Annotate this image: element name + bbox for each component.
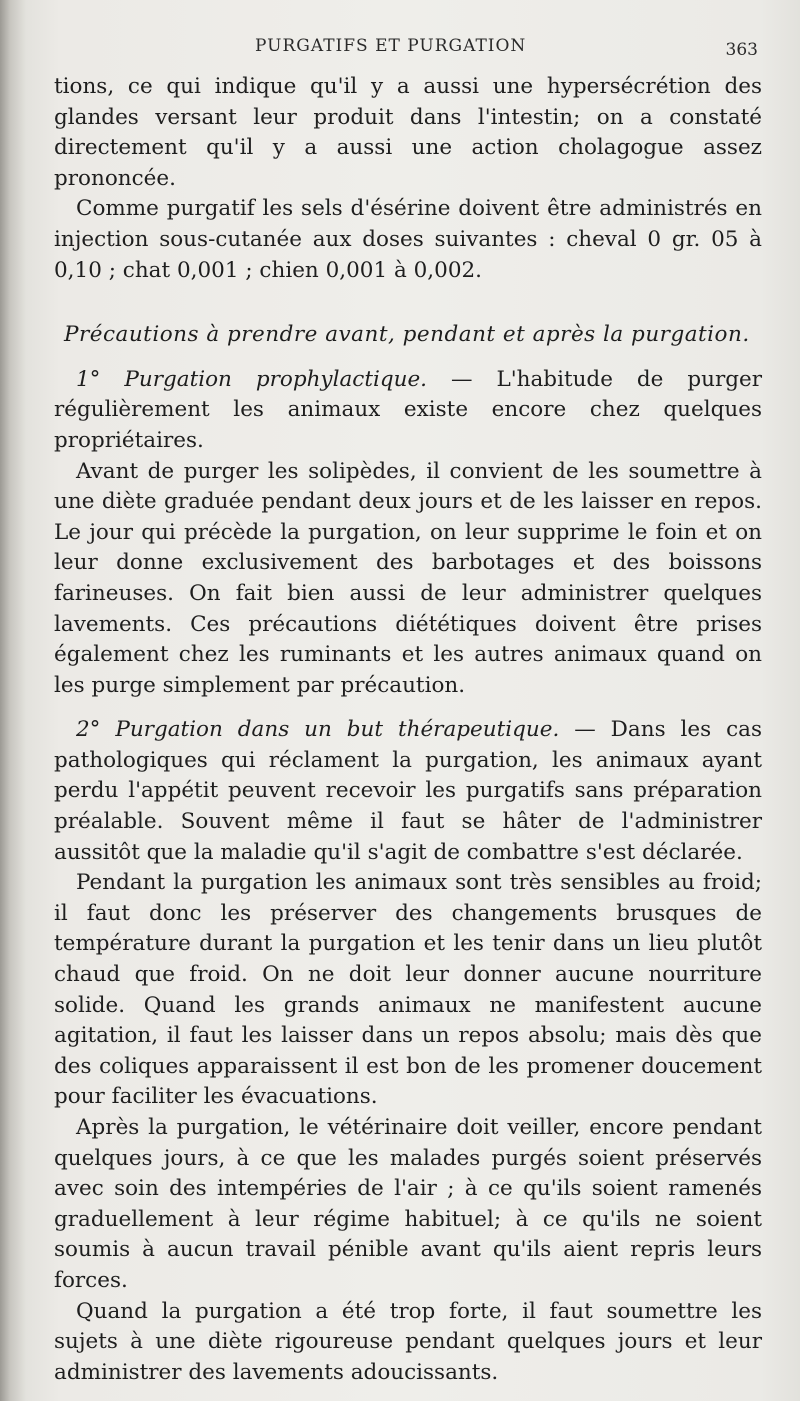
subheading-prophylactic: 1° Purgation prophylactique. — [76, 366, 428, 392]
paragraph-too-strong: Quand la purgation a été trop forte, il faut soumettre les sujets à une diète rigoureuse pendant quelques jours et leur administrer des lavements adoucissants. — [54, 1298, 762, 1385]
running-title: PURGATIFS ET PURGATION — [255, 36, 527, 56]
paragraph-solipedes: Avant de purger les solipèdes, il convient de les soumettre à une diète graduée pendant deux jours et de les laisser en repos. Le jour qui précède la purgation, on leur supprime le foin et on leur donne exclusivement des barbotages et des boissons farineuses. On fait bien aussi de leur administrer quelques lavements. Ces précautions diététiques doivent être prises également chez les ruminants et les autres animaux quand on les purge simplement par précaution. — [54, 458, 762, 698]
page-header — [0, 34, 800, 64]
paragraph-therapeutic-body: — Dans les cas pathologiques qui réclament la purgation, les animaux ayant perdu l'appétit peuvent recevoir les purgatifs sans préparation préalable. Souvent même il faut se hâter de l'administrer aussitôt que la maladie qu'il s'agit de combattre s'est déclarée. — [54, 717, 762, 865]
paragraph-during-purgation: Pendant la purgation les animaux sont très sensibles au froid; il faut donc les préserver des changements brusques de température durant la purgation et les tenir dans un lieu plutôt chaud que froid. On ne doit leur donner aucune nourriture solide. Quand les grands animaux ne manifestent aucune agitation, il faut les laisser dans un repos absolu; mais dès que des coliques apparaissent il est bon de les promener doucement pour faciliter les évacuations. — [54, 870, 762, 1110]
subheading-therapeutic: 2° Purgation dans un but thérapeutique. — [76, 717, 560, 743]
paragraph-1: tions, ce qui indique qu'il y a aussi une hypersécrétion des glandes versant leur produit dans l'intestin; on a constaté directement qu'il y a aussi une action cholagogue assez prononcée. — [54, 74, 762, 191]
page-number: 363 — [725, 40, 758, 60]
paragraph-therapeutic — [54, 715, 762, 868]
paragraph-2: Comme purgatif les sels d'ésérine doivent être administrés en injection sous-cutanée aux doses suivantes : cheval 0 gr. 05 à 0,10 ; chat 0,001 ; chien 0,001 à 0,002. — [54, 196, 762, 283]
body-text — [54, 72, 762, 1388]
paragraph-prophylactic-body: — L'habitude de purger régulièrement les animaux existe encore chez quelques propriétaires. — [54, 366, 762, 453]
paragraph-after-purgation: Après la purgation, le vétérinaire doit veiller, encore pendant quelques jours, à ce que les malades purgés soient préservés avec soin des intempéries de l'air ; à ce qu'ils soient ramenés graduellement à leur régime habituel; à ce qu'ils ne soient soumis à aucun travail pénible avant qu'ils aient repris leurs forces. — [54, 1115, 762, 1293]
section-heading: Précautions à prendre avant, pendant et après la purgation. — [64, 322, 750, 348]
paragraph-prophylactic — [54, 365, 762, 457]
